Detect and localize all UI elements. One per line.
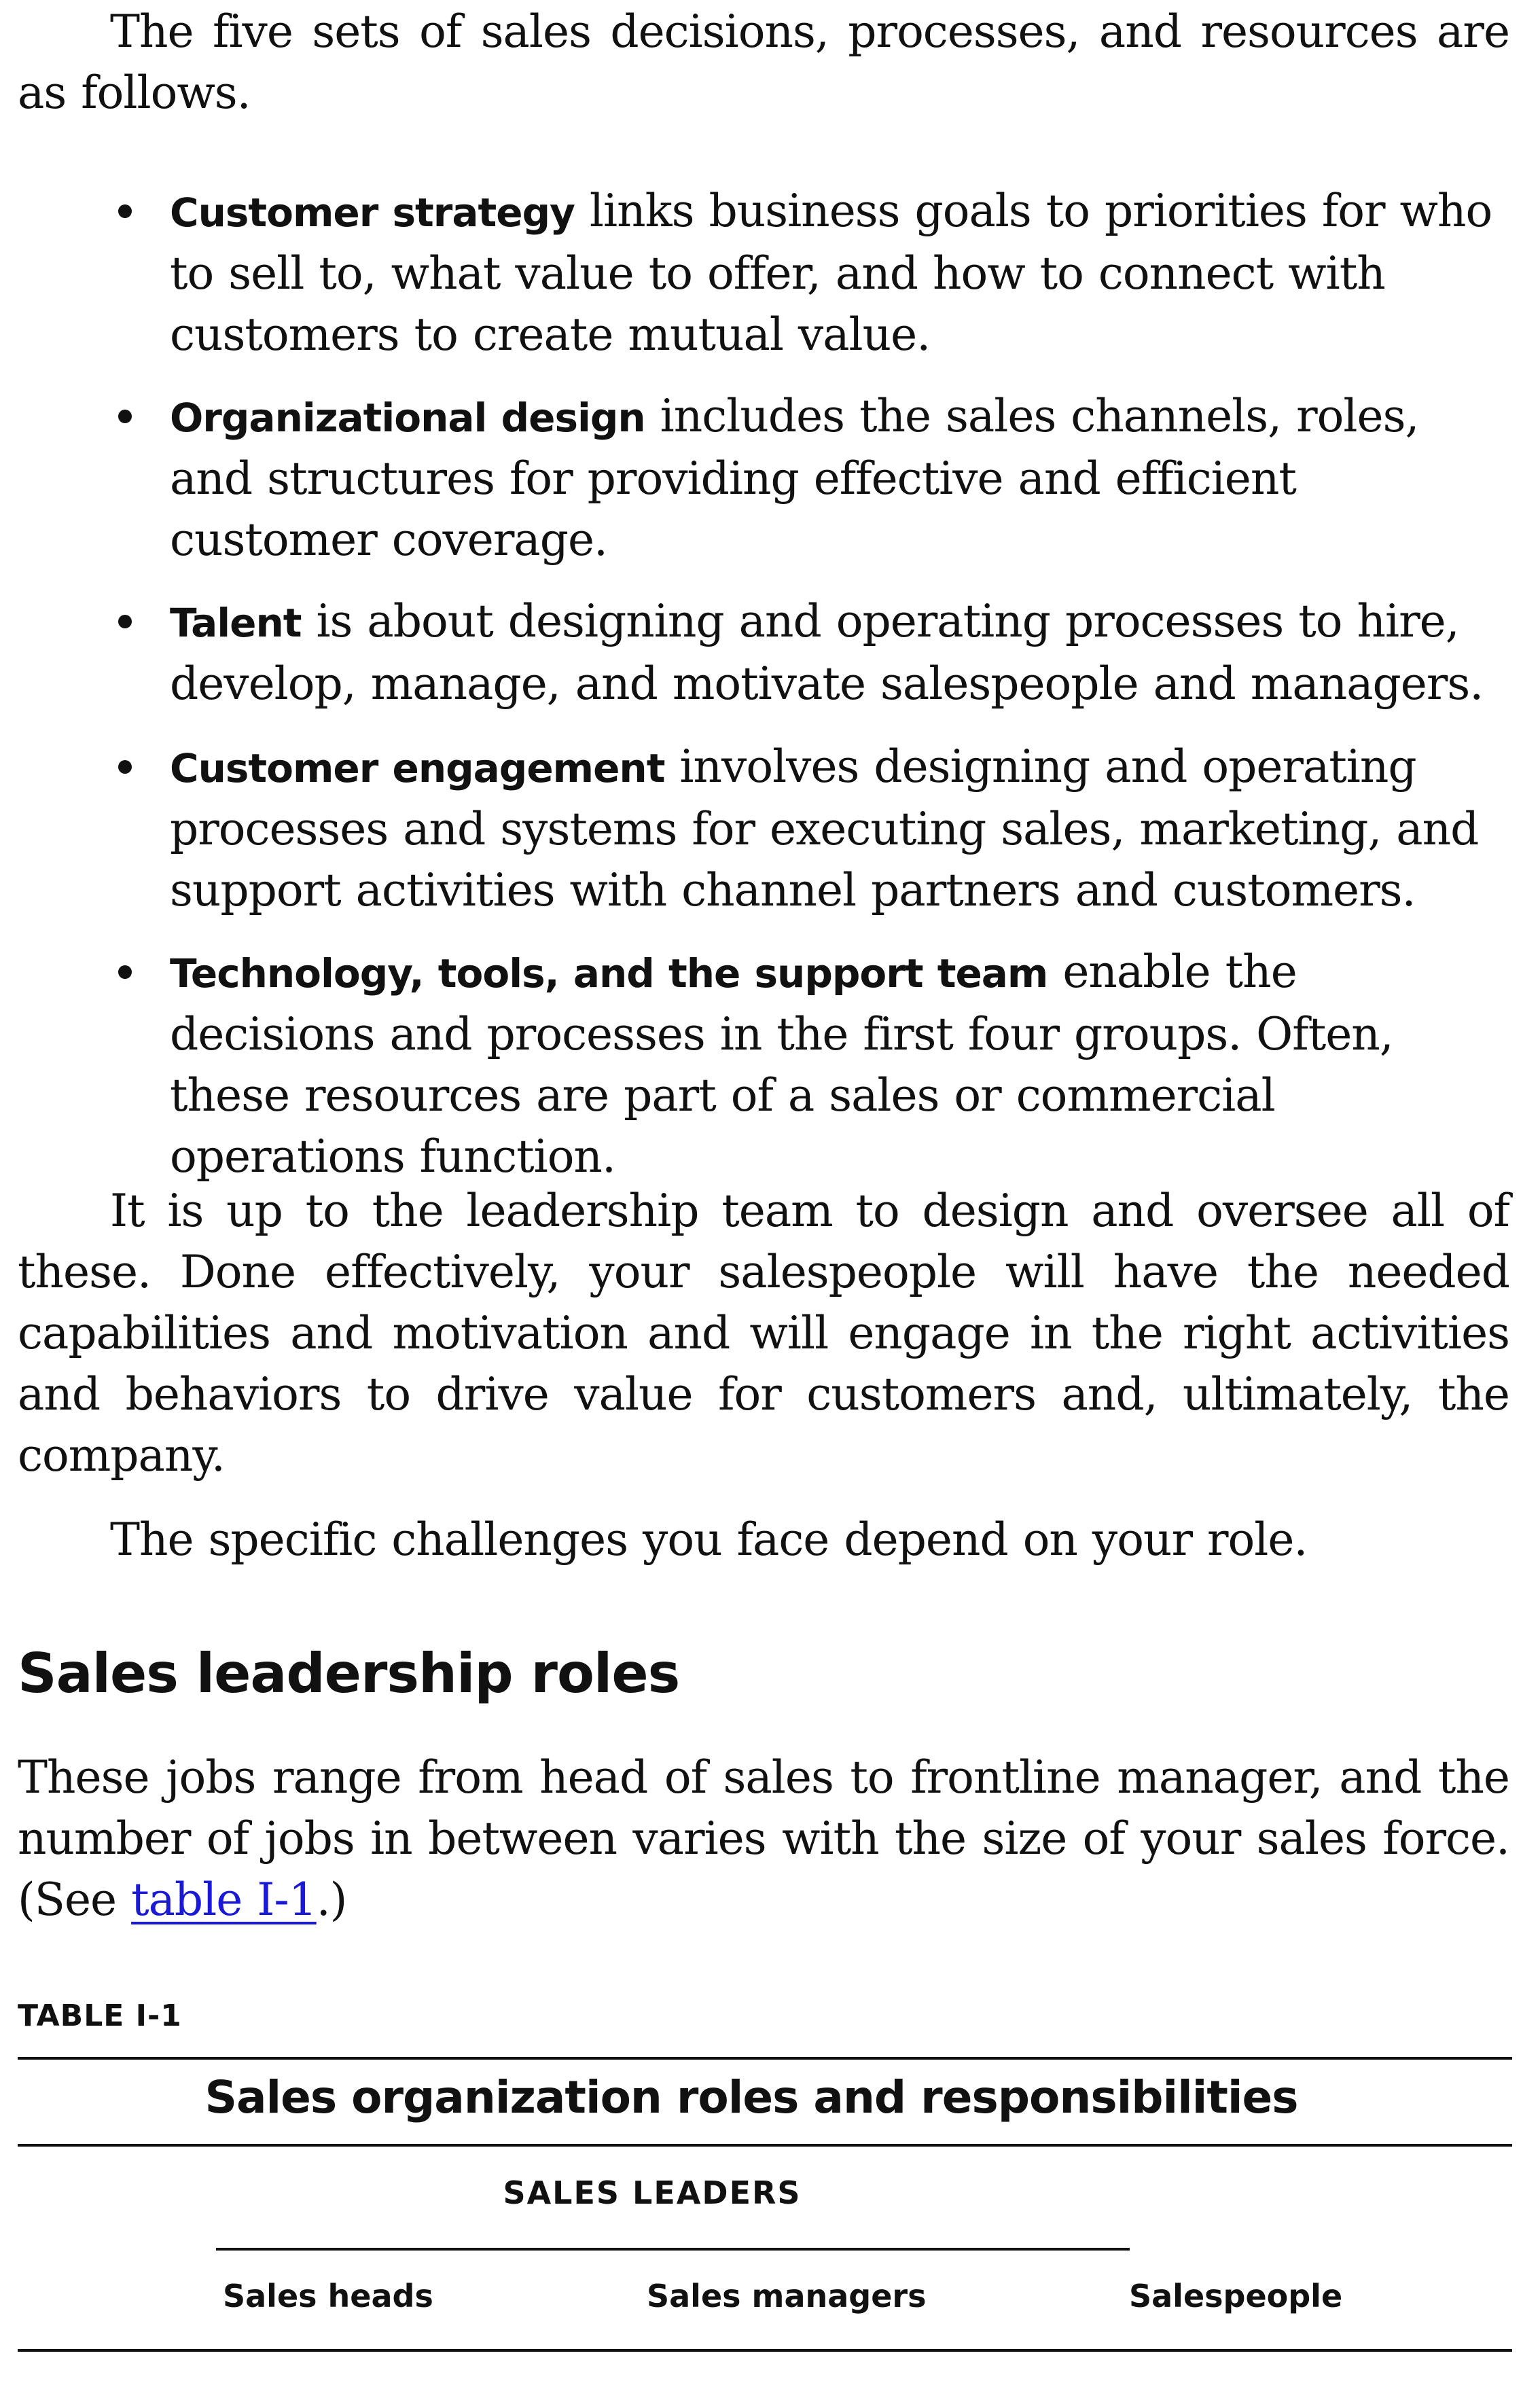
bullet-text: is about designing and operating processes to hire, develop, manage, and motivate salespeople and managers. — [170, 595, 1484, 710]
bullet-icon — [118, 410, 132, 423]
bullet-term: Customer engagement — [170, 745, 665, 791]
bullet-icon — [118, 615, 132, 628]
bullet-icon — [118, 204, 132, 218]
bullet-text: enable the decisions and processes in the first four groups. Often, these resources are part of a sales or commercial operations function. — [170, 946, 1393, 1183]
bullet-talent — [170, 591, 1511, 715]
section-heading: Sales leadership roles — [18, 1642, 680, 1705]
bullet-term: Customer strategy — [170, 190, 575, 236]
bullet-organizational-design — [170, 386, 1511, 571]
column-header-sales-managers: Sales managers — [647, 2278, 927, 2314]
bullet-icon — [118, 965, 132, 979]
table-title: Sales organization roles and responsibilities — [204, 2071, 1298, 2124]
bullet-term: Organizational design — [170, 395, 645, 441]
table-group-header: SALES LEADERS — [503, 2174, 802, 2211]
table-link[interactable]: table I-1 — [131, 1874, 317, 1926]
leadership-paragraph: It is up to the leadership team to design and oversee all of these. Done effectively, your salespeople will have the needed capabilities and motivation and will engage in the right activities and behaviors to drive value for customers and, ultimately, the company. — [18, 1185, 1509, 1482]
table-label: TABLE I-1 — [18, 1999, 182, 2033]
group-header-rule — [216, 2248, 1130, 2251]
bullet-technology-tools — [170, 942, 1511, 1187]
table-top-rule — [18, 2057, 1512, 2060]
table-title-rule — [18, 2144, 1512, 2147]
bullet-text: includes the sales channels, roles, and structures for providing effective and efficient customer coverage. — [170, 390, 1419, 566]
section-text-end: .) — [316, 1874, 347, 1926]
bullet-customer-strategy — [170, 181, 1511, 365]
bullet-term: Talent — [170, 600, 302, 646]
section-text: These jobs range from head of sales to frontline manager, and the number of jobs in between varies with the size of your sales force. (See — [18, 1751, 1509, 1926]
column-header-sales-heads: Sales heads — [223, 2278, 433, 2314]
bullet-term: Technology, tools, and the support team — [170, 950, 1048, 997]
intro-paragraph: The five sets of sales decisions, processes, and resources are as follows. — [18, 5, 1509, 119]
column-header-salespeople: Salespeople — [1129, 2278, 1343, 2314]
challenges-paragraph: The specific challenges you face depend on your role. — [110, 1513, 1308, 1566]
bullet-text: involves designing and operating processes and systems for executing sales, marketing, and support activities with channel partners and customers. — [170, 740, 1479, 916]
column-header-rule — [18, 2349, 1512, 2352]
bullet-icon — [118, 760, 132, 774]
bullet-text: links business goals to priorities for who to sell to, what value to offer, and how to connect with customers to create mutual value. — [170, 185, 1492, 361]
bullet-customer-engagement — [170, 736, 1511, 921]
section-paragraph — [18, 1747, 1509, 1931]
